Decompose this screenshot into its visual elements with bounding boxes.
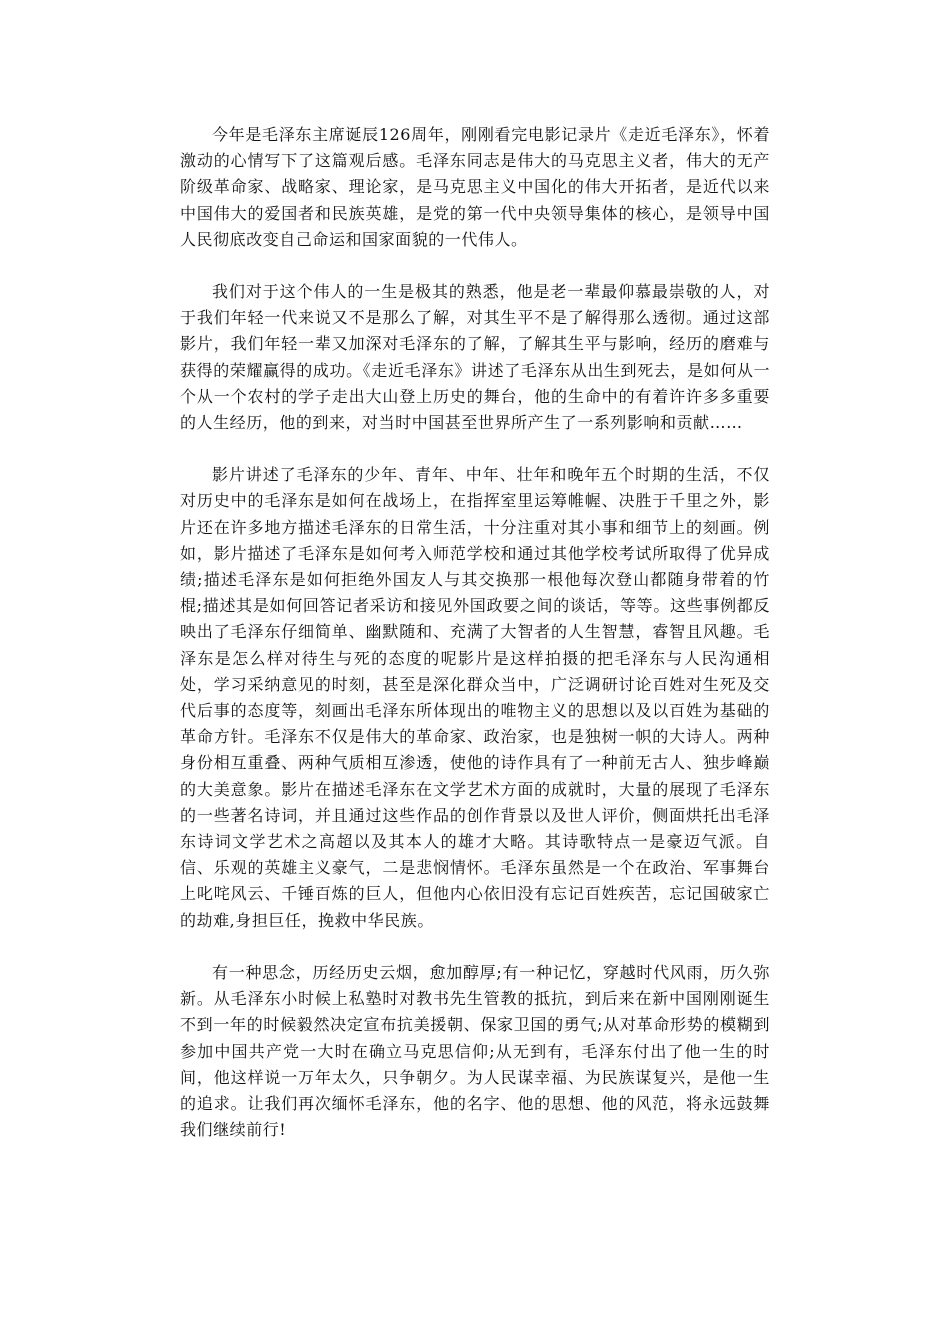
paragraph-intro: 今年是毛泽东主席诞辰126周年，刚刚看完电影记录片《走近毛泽东》，怀着激动的心情写下了这篇观后感。毛泽东同志是伟大的马克思主义者，伟大的无产阶级革命家、战略家、理论家，是马克思主义中国化的伟大开拓者，是近代以来中国伟大的爱国者和民族英雄，是党的第一代中央领导集体的核心，是领导中国人民彻底改变自己命运和国家面貌的一代伟人。 [180, 125, 770, 249]
paragraph-film-content: 影片讲述了毛泽东的少年、青年、中年、壮年和晚年五个时期的生活，不仅对历史中的毛泽东是如何在战场上，在指挥室里运筹帷幄、决胜于千里之外，影片还在许多地方描述毛泽东的日常生活，十分注重对其小事和细节上的刻画。例如，影片描述了毛泽东是如何考入师范学校和通过其他学校考试所取得了优异成绩;描述毛泽东是如何拒绝外国友人与其交换那一根他每次登山都随身带着的竹棍;描述其是如何回答记者采访和接见外国政要之间的谈话，等等。这些事例都反映出了毛泽东仔细简单、幽默随和、充满了大智者的人生智慧，睿智且风趣。毛泽东是怎么样对待生与死的态度的呢影片是这样拍摄的把毛泽东与人民沟通相处，学习采纳意见的时刻，甚至是深化群众当中，广泛调研讨论百姓对生死及交代后事的态度等，刻画出毛泽东所体现出的唯物主义的思想以及以百姓为基础的革命方针。毛泽东不仅是伟大的革命家、政治家，也是独树一帜的大诗人。两种身份相互重叠、两种气质相互渗透，使他的诗作具有了一种前无古人、独步峰巅的大美意象。影片在描述毛泽东在文学艺术方面的成就时，大量的展现了毛泽东的一些著名诗词，并且通过这些作品的创作背景以及世人评价，侧面烘托出毛泽东诗词文学艺术之高超以及其本人的雄才大略。其诗歌特点一是豪迈气派。自信、乐观的英雄主义豪气，二是悲悯情怀。毛泽东虽然是一个在政治、军事舞台上叱咤风云、千锤百炼的巨人，但他内心依旧没有忘记百姓疾苦，忘记国破家亡的劫难,身担巨任，挽救中华民族。 [180, 465, 770, 930]
paragraph-conclusion: 有一种思念，历经历史云烟，愈加醇厚;有一种记忆，穿越时代风雨，历久弥新。从毛泽东小时候上私塾时对教书先生管教的抵抗，到后来在新中国刚刚诞生不到一年的时候毅然决定宣布抗美援朝、保家卫国的勇气;从对革命形势的模糊到参加中国共产党一大时在确立马克思信仰;从无到有，毛泽东付出了他一生的时间，他这样说一万年太久，只争朝夕。为人民谋幸福、为民族谋复兴，是他一生的追求。让我们再次缅怀毛泽东，他的名字、他的思想、他的风范，将永远鼓舞我们继续前行! [180, 962, 770, 1140]
document-body [180, 122, 770, 1169]
paragraph-familiarity: 我们对于这个伟人的一生是极其的熟悉，他是老一辈最仰慕最崇敬的人，对于我们年轻一代来说又不是那么了解，对其生平不是了解得那么透彻。通过这部影片，我们年轻一辈又加深对毛泽东的了解，了解其生平与影响，经历的磨难与获得的荣耀赢得的成功。《走近毛泽东》讲述了毛泽东从出生到死去，是如何从一个从一个农村的学子走出大山登上历史的舞台，他的生命中的有着许许多多重要的人生经历，他的到来，对当时中国甚至世界所产生了一系列影响和贡献…… [180, 282, 770, 433]
